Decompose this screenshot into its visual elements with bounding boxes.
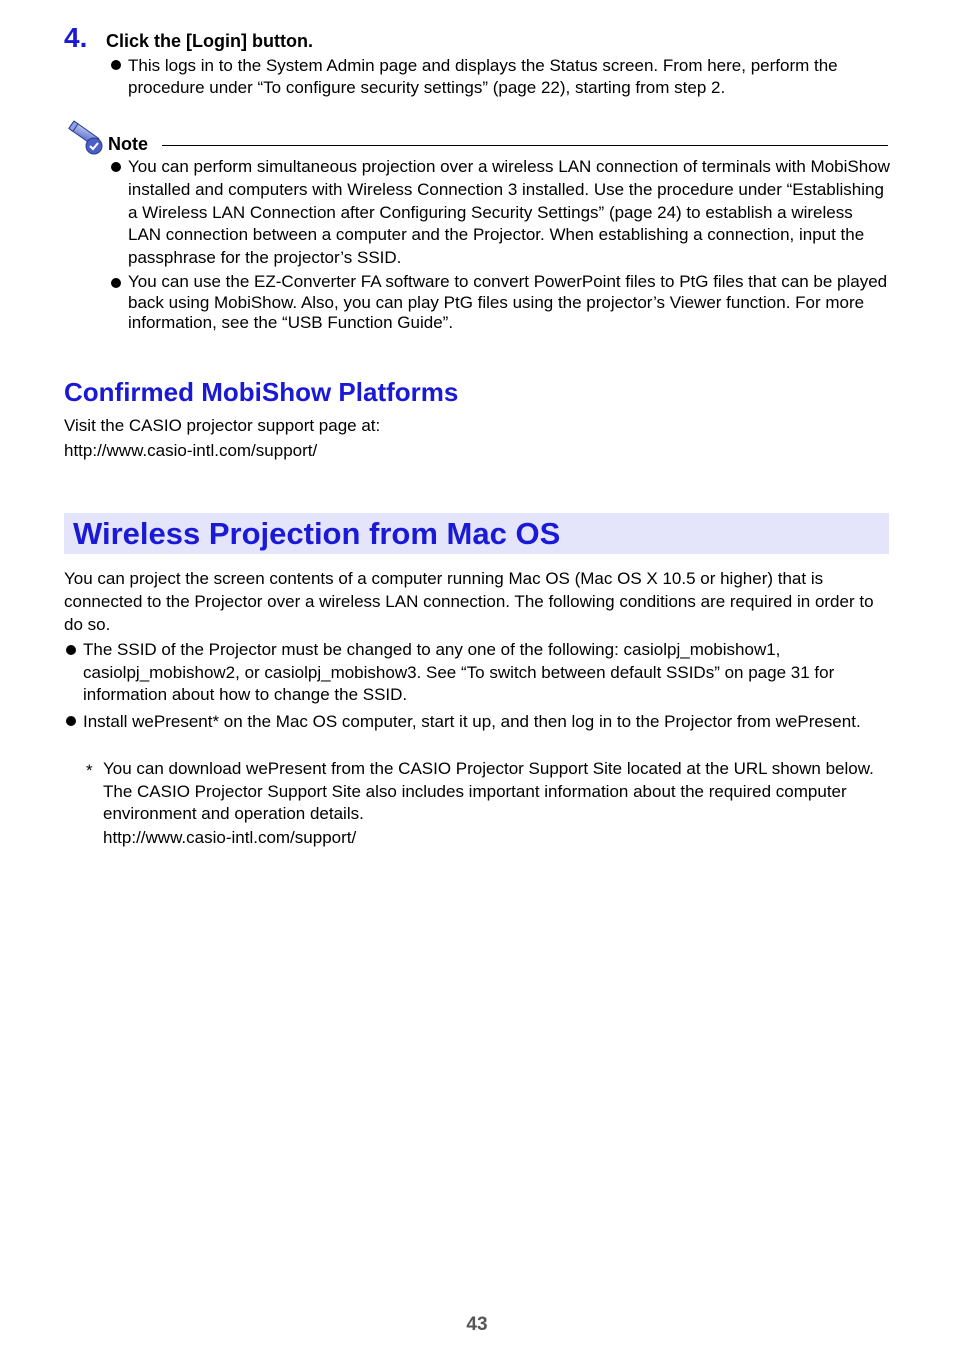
section-heading: Confirmed MobiShow Platforms [64,377,459,407]
banner-heading: Wireless Projection from Mac OS [73,516,561,551]
step-number: 4. [64,22,88,53]
page-number: 43 [466,1314,488,1335]
note-pen-icon [64,118,106,156]
step-title: Click the [Login] button. [106,31,313,51]
step-bullet: This logs in to the System Admin page and displays the Status screen. From here, perform the procedure under “To configure security settings” (page 22), starting from step 2. [128,56,838,97]
bullet-dot [111,278,121,288]
mac-bullet: The SSID of the Projector must be changed to any one of the following: casiolpj_mobishow1, casiolpj_mobishow2, or casiolpj_mobishow3. See “To switch between default SSIDs” on page 31 for information about how to change the SSID. [83,640,835,704]
bullet-dot [66,716,76,726]
support-text: Visit the CASIO projector support page at: [64,416,381,435]
footnote-mark: * [86,761,93,780]
bullet-dot [111,60,121,70]
footnote-url: http://www.casio-intl.com/support/ [103,828,357,847]
support-url: http://www.casio-intl.com/support/ [64,441,318,460]
footnote-text: You can download wePresent from the CASIO Projector Support Site located at the URL shown below. The CASIO Projector Support Site also includes important information about the required computer environment and operation details. [103,759,874,823]
bullet-dot [111,162,121,172]
note-bullet: You can perform simultaneous projection over a wireless LAN connection of terminals with MobiShow installed and computers with Wireless Connection 3 installed. Use the procedure under “Establishing a Wireless LAN Connection after Configuring Security Settings” (page 24) to establish a wireless LAN connection between a computer and the Projector. When establishing a connection, input the passphrase for the projector’s SSID. [128,157,890,267]
bullet-dot [66,645,76,655]
mac-bullet: Install wePresent* on the Mac OS computer, start it up, and then log in to the Projector from wePresent. [83,712,861,731]
note-label: Note [108,134,148,154]
note-bullet: You can use the EZ-Converter FA software to convert PowerPoint files to PtG files that can be played back using MobiShow. Also, you can play PtG files using the projector’s Viewer function. For more information, see the “USB Function Guide”. [128,272,888,332]
mac-intro: You can project the screen contents of a computer running Mac OS (Mac OS X 10.5 or higher) that is connected to the Projector over a wireless LAN connection. The following conditions are required in order to do so. [64,569,874,634]
note-divider [162,145,888,146]
